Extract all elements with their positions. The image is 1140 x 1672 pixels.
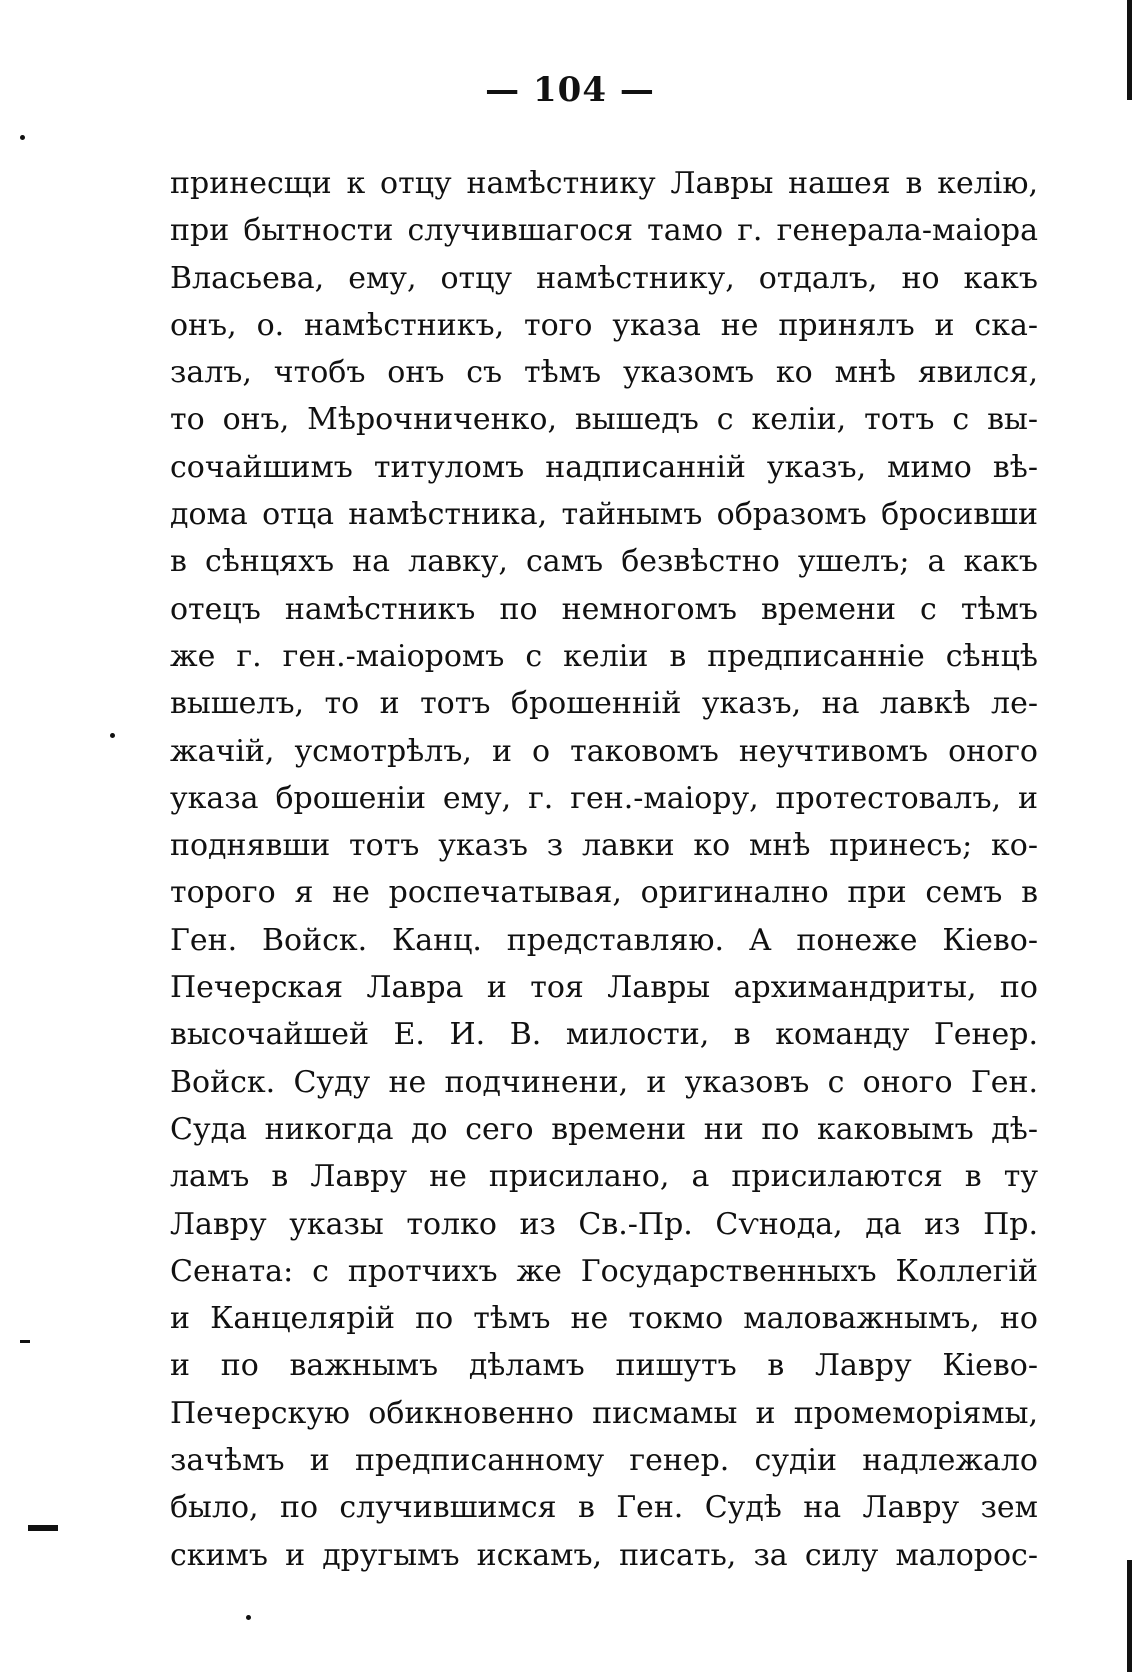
page-number: — 104 — — [485, 70, 655, 110]
text-line: при бытности случившагося тамо г. генерала-маіора — [170, 213, 1038, 249]
text-line: поднявши тотъ указъ з лавки ко мнѣ принесъ; ко- — [170, 828, 1038, 864]
text-line: онъ, о. намѣстникъ, того указа не принялъ и ска- — [170, 307, 1038, 343]
scan-speck — [20, 135, 25, 140]
text-line: Ген. Войск. Канц. представляю. А понеже Кіево- — [170, 922, 1038, 958]
scan-speck — [28, 1525, 58, 1531]
scan-edge-line — [1127, 1560, 1132, 1672]
text-line: и Канцелярій по тѣмъ не токмо маловажнымъ, но — [170, 1301, 1038, 1337]
scan-speck — [246, 1615, 251, 1620]
text-line: то онъ, Мѣрочниченко, вышедъ с келіи, тотъ с вы- — [170, 402, 1038, 438]
text-line: Печерская Лавра и тоя Лавры архимандриты, по — [170, 970, 1038, 1006]
text-line: принесщи к отцу намѣстнику Лавры нашея в келію, — [170, 166, 1038, 201]
text-line: Войск. Суду не подчинени, и указовъ с оного Ген. — [170, 1064, 1038, 1100]
text-line: Лавру указы толко из Св.-Пр. Сѵнода, да из Пр. — [170, 1206, 1038, 1242]
text-line: отецъ намѣстникъ по немногомъ времени с тѣмъ — [170, 591, 1038, 627]
text-line: скимъ и другымъ искамъ, писать, за силу малорос- — [170, 1537, 1038, 1573]
text-line: торого я не роспечатывая, оригинално при семъ в — [170, 875, 1038, 911]
scan-speck — [20, 1340, 30, 1343]
text-line: Власьева, ему, отцу намѣстнику, отдалъ, но какъ — [170, 260, 1038, 296]
body-text — [170, 160, 1038, 1579]
text-line: дома отца намѣстника, тайнымъ образомъ бросивши — [170, 497, 1038, 533]
scan-edge-line — [1127, 0, 1132, 100]
text-line: сочайшимъ титуломъ надписанній указъ, мимо вѣ- — [170, 449, 1038, 485]
text-line: залъ, чтобъ онъ съ тѣмъ указомъ ко мнѣ явился, — [170, 355, 1038, 391]
text-line: же г. ген.-маіоромъ с келіи в предписанніе сѣнцѣ — [170, 638, 1038, 674]
text-line: и по важнымъ дѣламъ пишутъ в Лавру Кіево- — [170, 1348, 1038, 1384]
text-line: в сѣнцяхъ на лавку, самъ безвѣстно ушелъ; а какъ — [170, 544, 1038, 580]
text-line: зачѣмъ и предписанному генер. судіи надлежало — [170, 1443, 1038, 1479]
text-line: Печерскую обикновенно писмамы и промеморіямы, — [170, 1395, 1038, 1431]
text-line: Суда никогда до сего времени ни по каковымъ дѣ- — [170, 1111, 1038, 1147]
text-line: было, по случившимся в Ген. Судѣ на Лавру зем — [170, 1490, 1038, 1526]
text-line: Сената: с протчихъ же Государственныхъ Коллегій — [170, 1253, 1038, 1289]
text-line: высочайшей Е. И. В. милости, в команду Генер. — [170, 1017, 1038, 1053]
text-line: вышелъ, то и тотъ брошенній указъ, на лавкѣ ле- — [170, 686, 1038, 722]
scan-speck — [110, 733, 115, 738]
text-line: жачій, усмотрѣлъ, и о таковомъ неучтивомъ оного — [170, 733, 1038, 769]
text-line: указа брошеніи ему, г. ген.-маіору, протестовалъ, и — [170, 780, 1038, 816]
text-line: ламъ в Лавру не присилано, а присилаются в ту — [170, 1159, 1038, 1195]
